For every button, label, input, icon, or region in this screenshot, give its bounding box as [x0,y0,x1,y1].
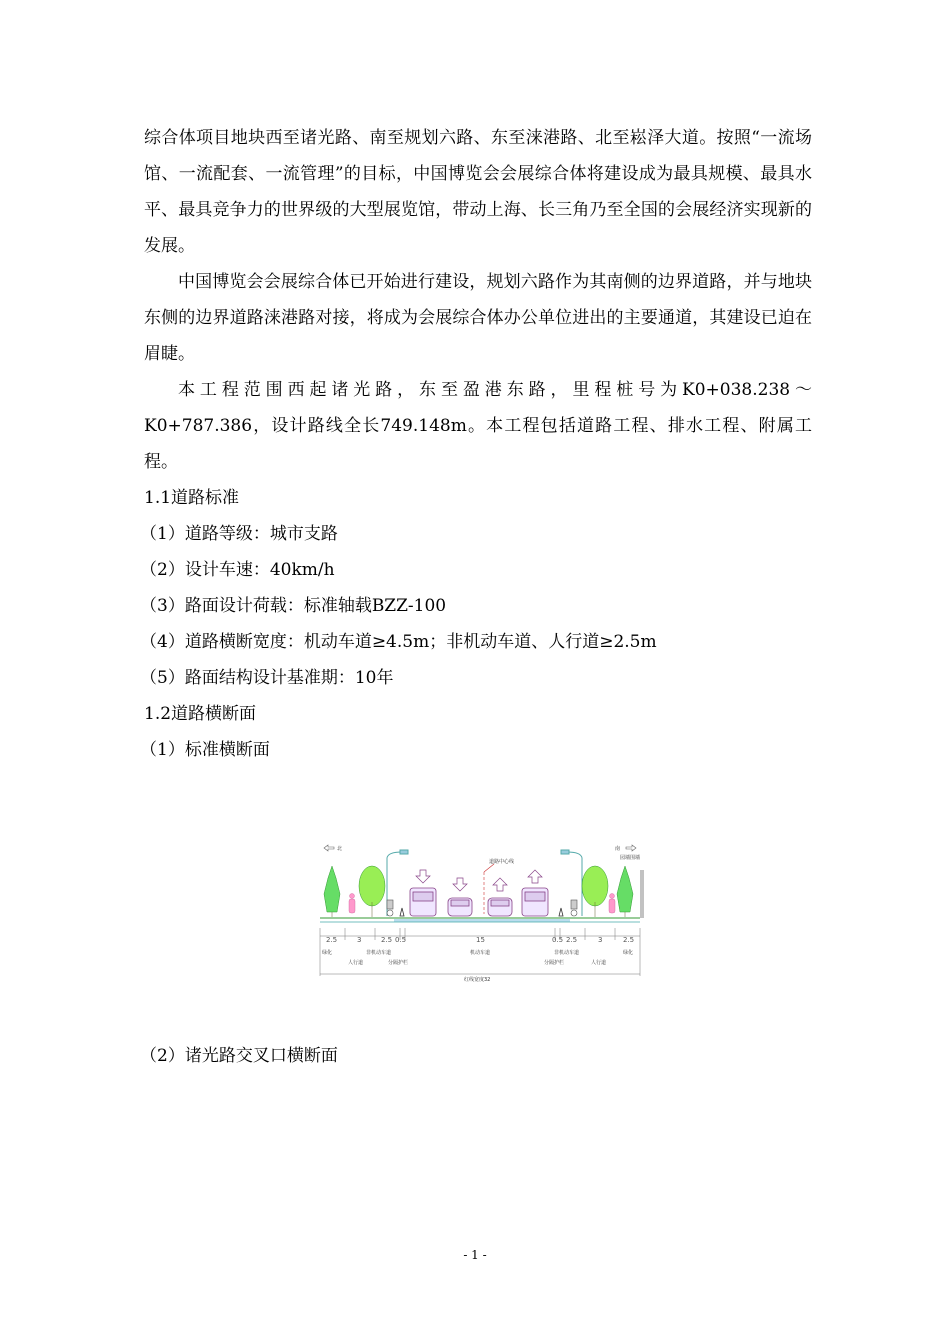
cross-section-item-1: （1）标准横断面 [140,740,270,760]
north-label: 北 [337,846,343,852]
body-text [140,120,812,768]
paragraph-2: 中国博览会会展综合体已开始进行建设，规划六路作为其南侧的边界道路，并与地块东侧的边界道路涞港路对接，将成为会展综合体办公单位进出的主要通道，其建设已迫在眉睫。 [144,272,812,364]
dimension-9: 2.5 [623,936,635,944]
cross-section-drawing [314,842,647,984]
pedestrian-right-icon [609,894,615,914]
standard-item-5: （5）路面结构设计基准期：10年 [140,668,394,688]
tree-right-2-icon [582,866,608,917]
cyclist-left-icon [387,900,393,916]
guardrail-right-icon [559,908,563,916]
dimension-4: 0.5 [395,936,407,944]
tree-left-1-icon [324,866,340,917]
lane-arrow-up-2-icon [528,870,542,883]
section-heading-1-2: 1.2道路横断面 [144,704,257,724]
road-surface [320,917,640,922]
label-divider-right: 分隔护栏 [544,960,565,966]
paragraph-1: 综合体项目地块西至诸光路、南至规划六路、东至涞港路、北至崧泽大道。按照“一流场馆、一流配套、一流管理”的目标，中国博览会会展综合体将建设成为最具规模、最具水平、最具竞争力的世界级的大型展览馆，带动上海、长三角乃至全国的会展经济实现新的发展。 [144,128,812,256]
cyclist-right-icon [571,900,577,916]
car-left-icon [448,898,472,916]
bus-right-icon [522,888,548,916]
standard-item-4: （4）道路横断宽度：机动车道≥4.5m；非机动车道、人行道≥2.5m [140,632,657,652]
label-greenbelt-right: 绿化 [623,950,634,956]
dimension-6: 0.5 [552,936,564,944]
north-arrow-icon [324,845,334,851]
south-label: 南 [615,846,621,852]
pedestrian-left-icon [349,894,355,914]
standard-item-3: （3）路面设计荷载：标准轴载BZZ-100 [140,596,447,616]
dimension-7: 2.5 [566,936,578,944]
label-motor-lane: 机动车道 [470,950,491,956]
dimension-5: 15 [476,936,485,944]
bus-left-icon [410,888,436,916]
lane-arrow-down-2-icon [453,878,467,891]
label-sidewalk-left: 人行道 [348,960,364,966]
dimension-3: 2.5 [381,936,393,944]
paragraph-3: 本工程范围西起诸光路，东至盈港东路，里程桩号为K0+038.238～K0+787.386，设计路线全长749.148m。本工程包括道路工程、排水工程、附属工程。 [144,380,812,472]
page-number: - 1 - [463,1248,487,1262]
lane-arrow-down-1-icon [416,870,430,883]
label-bike-lane-right: 非机动车道 [554,950,580,956]
centerline-label: 道路中心线 [489,859,515,865]
lane-arrow-up-1-icon [493,878,507,891]
standard-item-2: （2）设计车速：40km/h [140,560,335,580]
label-bike-lane-left: 非机动车道 [366,950,392,956]
road-cross-section-figure [314,842,647,984]
label-total-width: 红线宽度32 [464,977,491,983]
boundary-wall-icon [641,870,643,918]
tree-left-2-icon [359,866,385,917]
standard-item-1: （1）道路等级：城市支路 [140,524,338,544]
dimension-2: 3 [357,936,362,944]
guardrail-left-icon [400,908,404,916]
south-arrow-icon [626,845,636,851]
section-heading-1-1: 1.1道路标准 [144,488,240,508]
boundary-label: 园墙围墙 [620,855,641,861]
car-right-icon [488,898,512,916]
label-divider-left: 分隔护栏 [388,960,409,966]
dimension-8: 3 [598,936,603,944]
label-sidewalk-right: 人行道 [591,960,607,966]
dimension-1: 2.5 [326,936,338,944]
cross-section-item-2: （2）诸光路交叉口横断面 [140,1046,338,1066]
label-greenbelt-left: 绿化 [322,950,333,956]
tree-right-1-icon [617,866,633,917]
